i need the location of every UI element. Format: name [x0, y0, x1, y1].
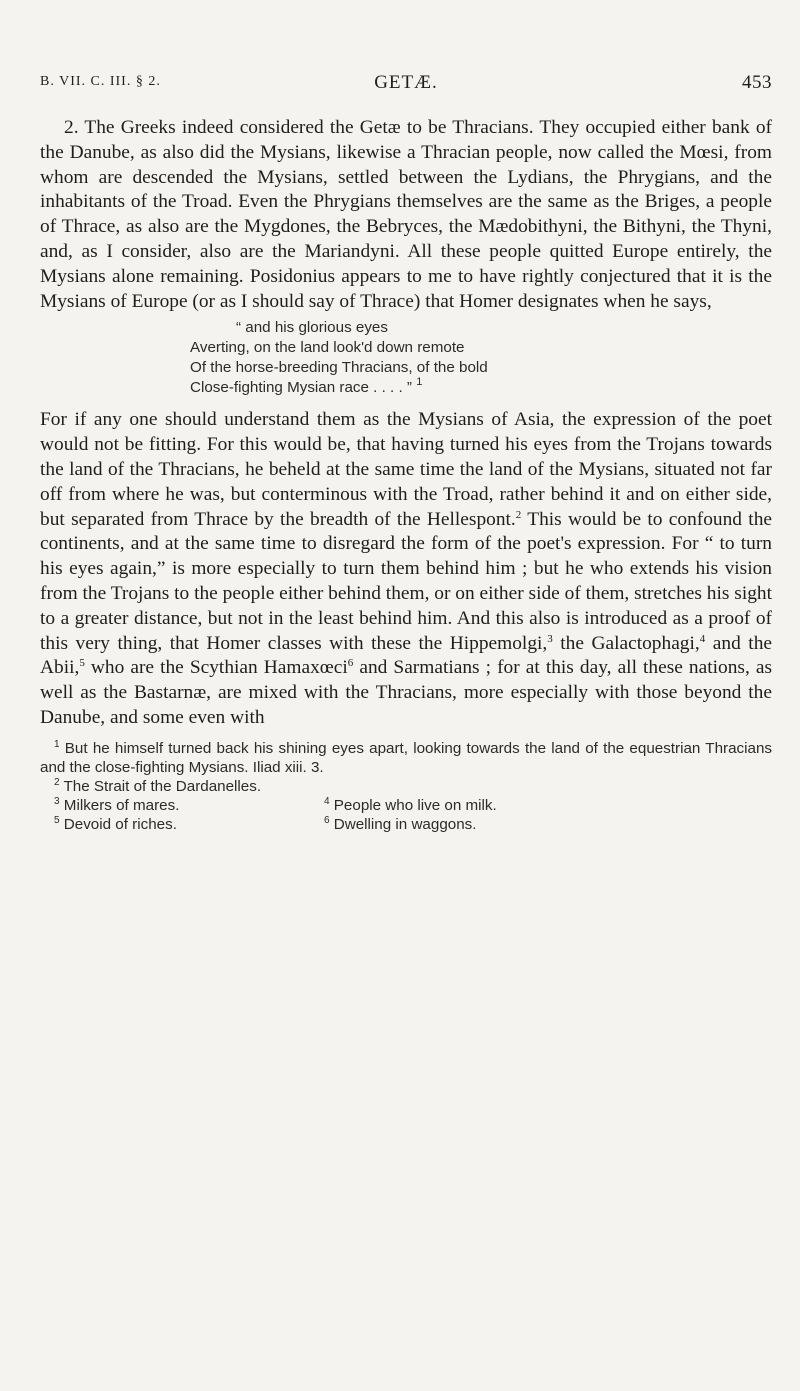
footnote-6-mark: 6: [324, 814, 330, 826]
footnote-ref-1: 1: [416, 376, 423, 389]
footnote-1-text: But he himself turned back his shining eyes apart, looking towards the land of the equestrian Thracians and the close-fighting Mysians. Iliad xiii. 3.: [40, 739, 772, 776]
verse-line-3: Of the horse-breeding Thracians, of the bold: [190, 359, 488, 377]
verse-line-1: “ and his glorious eyes: [236, 319, 388, 337]
footnote-3-text: Milkers of mares.: [63, 796, 180, 814]
homer-quotation: [190, 318, 772, 398]
paragraph-2: [40, 408, 772, 730]
verse-line-2: Averting, on the land look'd down remote: [190, 339, 465, 357]
paragraph-2-part-5: who are the Scythian Hamaxœci: [84, 657, 348, 679]
paragraph-2-part-3: the Galactophagi,: [552, 632, 700, 654]
paragraph-2-part-6: and Sarmatians ; for at this day, all these nations, as well as the Bastarnæ, are mixed with the Thracians, more especially with those beyond the Danube, and some even with: [40, 657, 773, 728]
footnote-6-text: Dwelling in waggons.: [333, 815, 477, 833]
footnote-ref-5: 5: [79, 657, 85, 670]
verse-line-4: [190, 378, 772, 398]
footnote-row-5-6: [40, 815, 772, 834]
footnote-ref-6: 6: [347, 657, 354, 670]
page-number: 453: [742, 72, 772, 93]
footnote-ref-4: 4: [699, 632, 706, 645]
footnote-3: [40, 796, 324, 815]
chapter-reference: B. VII. C. III. § 2.: [40, 74, 161, 89]
footnote-6: [324, 815, 772, 834]
footnote-1: [40, 739, 772, 777]
verse-line-4-text: Close-fighting Mysian race . . . . ”: [190, 379, 412, 397]
footnote-2-mark: 2: [54, 776, 60, 788]
footnotes: [40, 739, 772, 834]
page-title: GETÆ.: [374, 72, 438, 93]
footnote-4-mark: 4: [324, 795, 330, 807]
footnote-row-3-4: [40, 796, 772, 815]
footnote-4-text: People who live on milk.: [333, 796, 497, 814]
footnote-2: [40, 777, 772, 796]
footnote-ref-2: 2: [515, 508, 522, 521]
paragraph-2-part-4: and the Abii,: [40, 632, 772, 679]
footnote-5: [40, 815, 324, 834]
footnote-1-mark: 1: [54, 738, 60, 750]
footnote-4: [324, 796, 772, 815]
footnote-5-text: Devoid of riches.: [63, 815, 177, 833]
footnote-5-mark: 5: [54, 814, 60, 826]
running-header: [40, 72, 772, 102]
book-page: [40, 72, 772, 834]
main-text: [40, 116, 772, 731]
footnote-ref-3: 3: [547, 632, 553, 645]
paragraph-2-part-2: This would be to confound the continents, and at the same time to disregard the form of the poet's expression. For “ to turn his eyes again,” is more especially to turn them behind him ; but he who extends his vision from the Trojans to the people either behind them, or on either side of them, stretches his sight to a greater distance, but not in the least behind him. And this also is introduced as a proof of this very thing, that Homer classes with these the Hippemolgi,: [40, 508, 772, 654]
paragraph-2-part-1: For if any one should understand them as the Mysians of Asia, the expression of the poet would not be fitting. For this would be, that having turned his eyes from the Trojans towards the land of the Thracians, he beheld at the same time the land of the Mysians, situated not far off from where he was, but conterminous with the Troad, rather behind it and on either side, but separated from Thrace by the breadth of the Hellespont.: [40, 409, 772, 530]
footnote-2-text: The Strait of the Dardanelles.: [63, 777, 262, 795]
footnote-3-mark: 3: [54, 795, 60, 807]
paragraph-1: 2. The Greeks indeed considered the Getæ to be Thracians. They occupied either bank of the Danube, as also did the Mysians, likewise a Thracian people, now called the Mœsi, from whom are descended the Mysians, settled between the Lydians, the Phrygians, and the inhabitants of the Troad. Even the Phrygians themselves are the same as the Briges, a people of Thrace, as also are the Mygdones, the Bebryces, the Mædobithyni, the Bithyni, the Thyni, and, as I consider, also are the Mariandyni. All these people quitted Europe entirely, the Mysians alone remaining. Posidonius appears to me to have rightly conjectured that it is the Mysians of Europe (or as I should say of Thrace) that Homer designates when he says,: [40, 117, 772, 312]
